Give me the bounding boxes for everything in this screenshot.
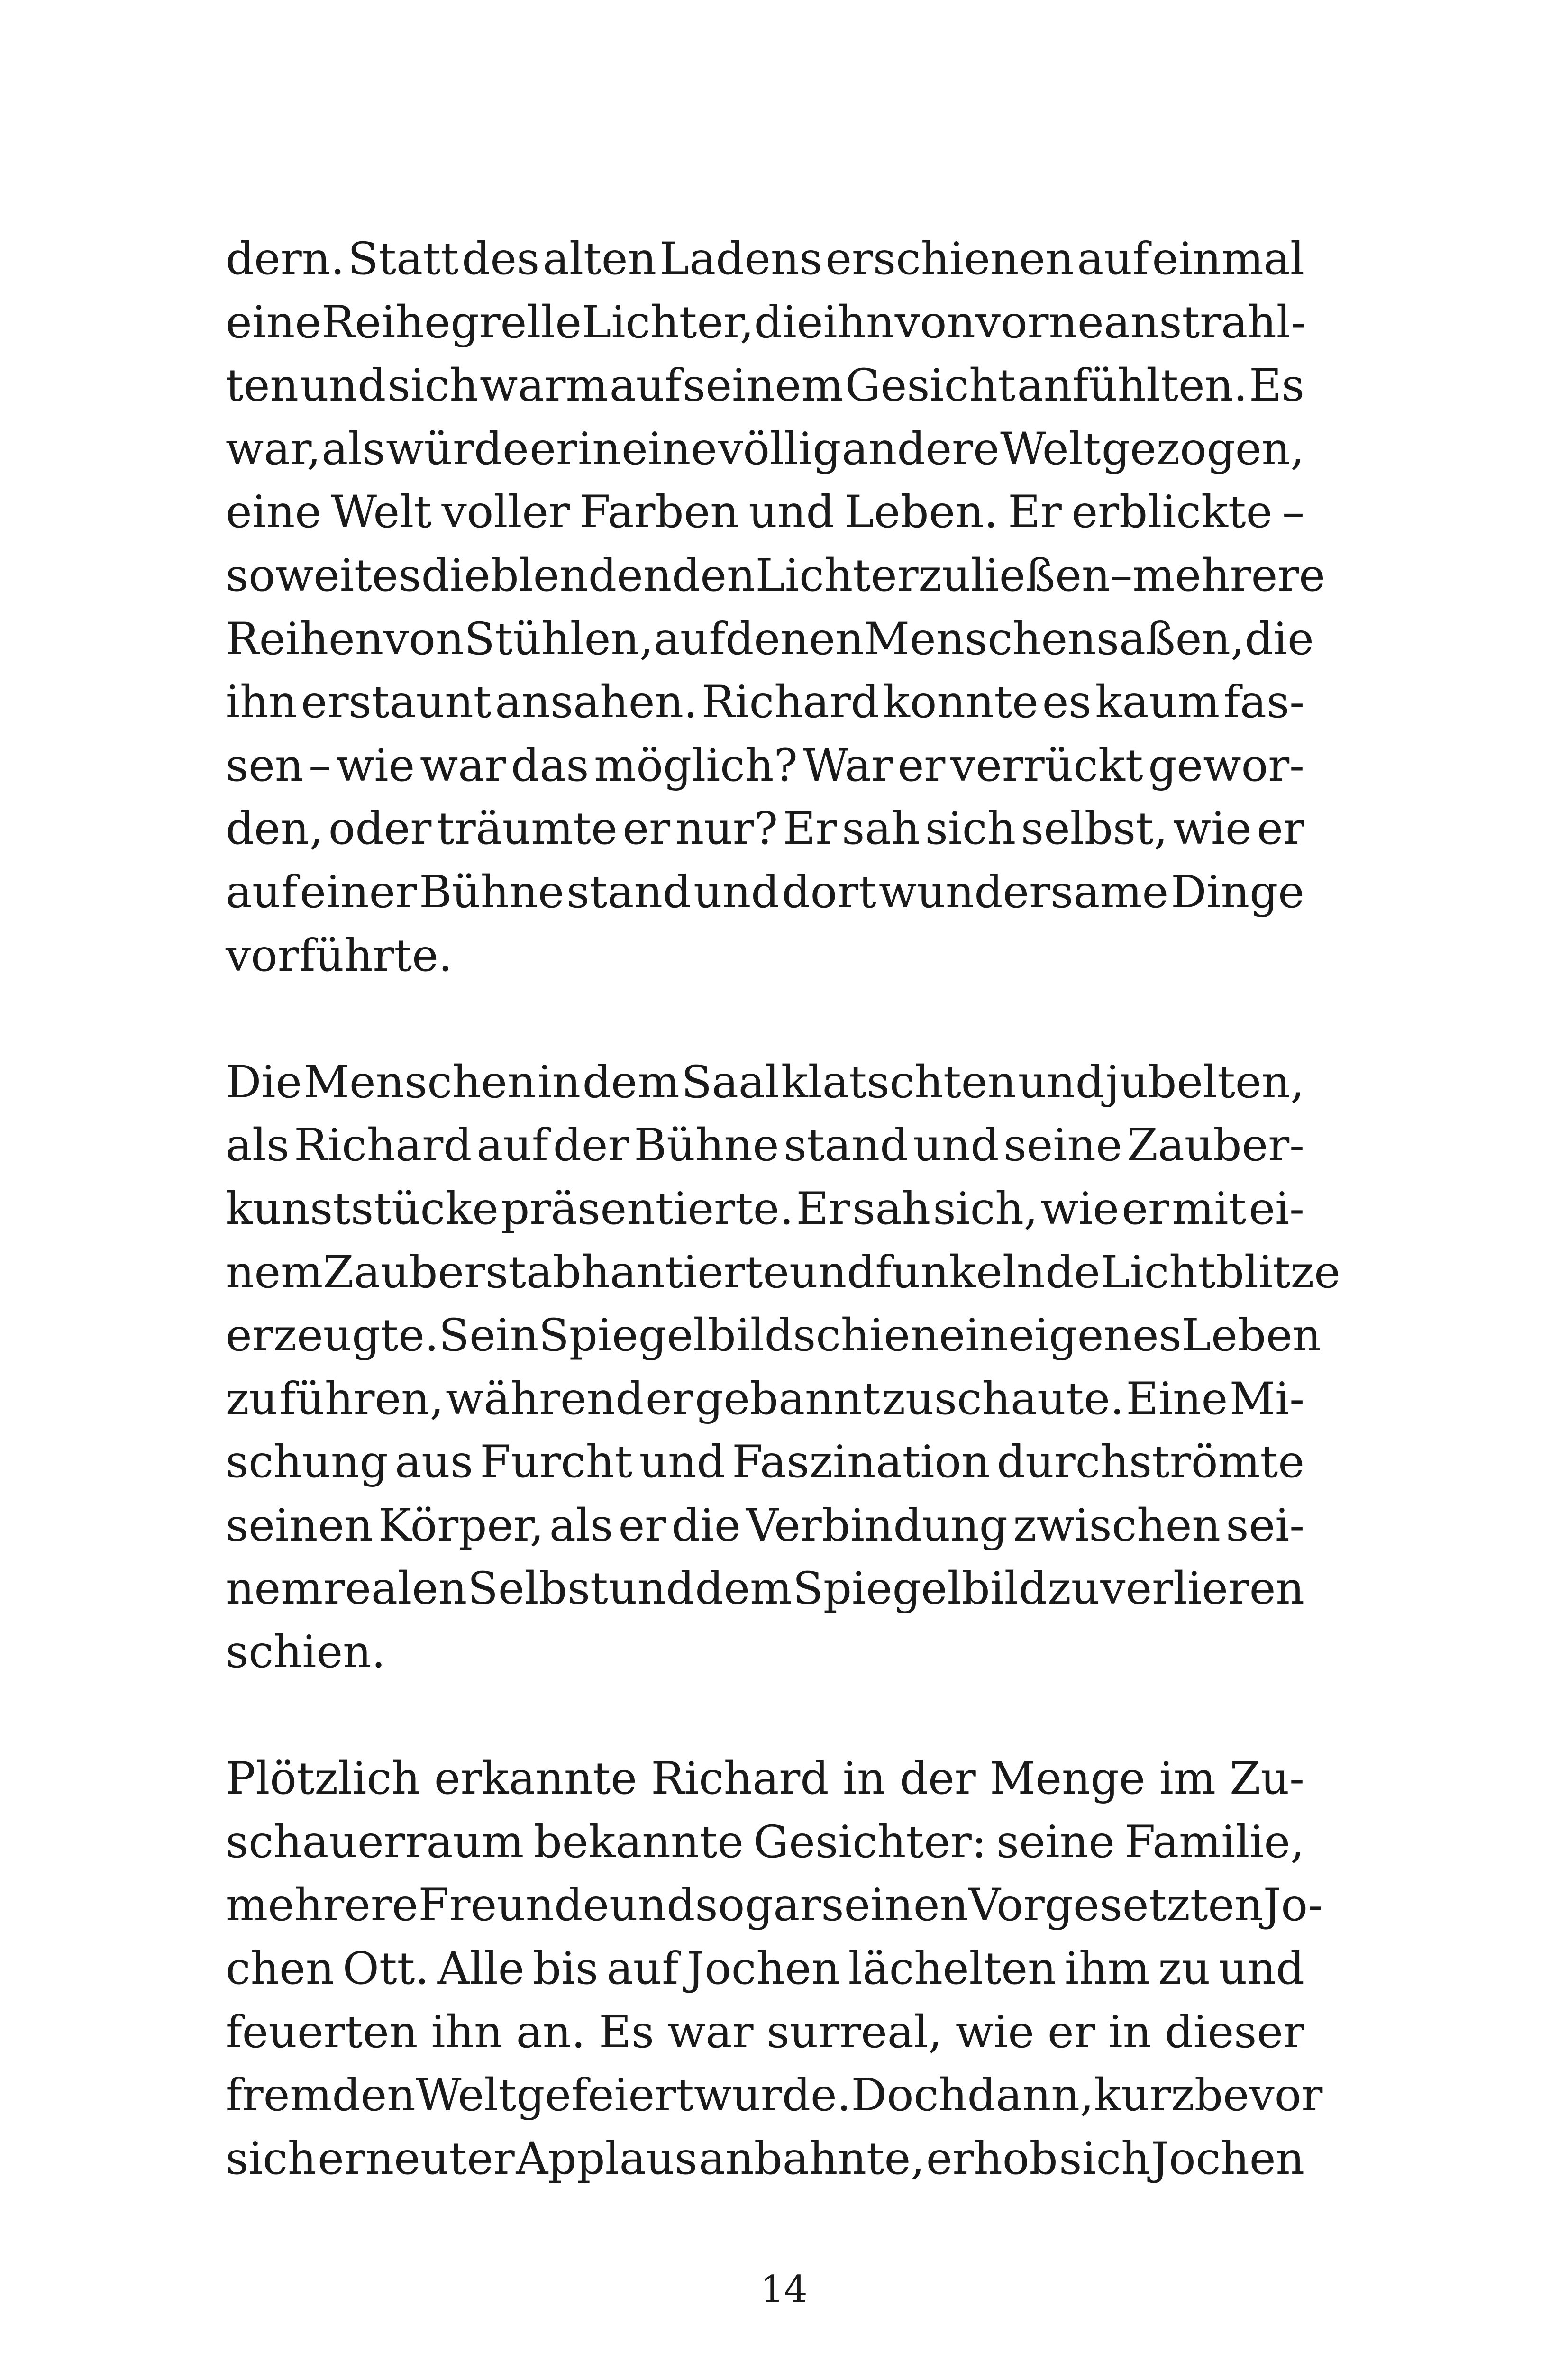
text-line: schauerraum bekannte Gesichter: seine Familie,: [226, 1816, 1304, 1868]
text-line: dern. Statt des alten Ladens erschienen auf einmal: [226, 233, 1304, 285]
page-number: 14: [760, 2268, 808, 2311]
text-line: zu führen, während er gebannt zuschaute. Eine Mi-: [226, 1373, 1304, 1425]
text-line: erzeugte. Sein Spiegelbild schien ein eigenes Leben: [226, 1310, 1322, 1362]
text-line: eine Welt voller Farben und Leben. Er erblickte –: [226, 486, 1304, 538]
text-line: kunststücke präsentierte. Er sah sich, wie er mit ei-: [226, 1183, 1304, 1235]
text-line: mehrere Freunde und sogar seinen Vorgesetzten Jo-: [226, 1879, 1323, 1932]
text-line: soweit es die blendenden Lichter zuließen – mehrere: [226, 549, 1325, 602]
text-line: sen – wie war das möglich? War er verrückt gewor-: [226, 739, 1304, 792]
text-line: fremden Welt gefeiert wurde. Doch dann, kurz bevor: [226, 2069, 1323, 2122]
text-line: ihn erstaunt ansahen. Richard konnte es kaum fas-: [226, 676, 1304, 729]
text-line: sich erneuter Applaus anbahnte, erhob sich Jochen: [226, 2133, 1304, 2185]
text-line: auf einer Bühne stand und dort wundersame Dinge: [226, 866, 1304, 918]
text-line: eine Reihe grelle Lichter, die ihn von vorne anstrahl-: [226, 296, 1306, 348]
paragraph-spacer: [226, 1684, 1304, 1748]
text-line: seinen Körper, als er die Verbindung zwischen sei-: [226, 1499, 1304, 1551]
paragraph: [226, 1747, 1323, 2190]
paragraph: [226, 1051, 1340, 1684]
text-line: nem realen Selbst und dem Spiegelbild zu verlieren: [226, 1563, 1304, 1615]
text-line: Die Menschen in dem Saal klatschten und jubelten,: [226, 1056, 1304, 1108]
text-line: chen Ott. Alle bis auf Jochen lächelten ihm zu und: [226, 1943, 1304, 1995]
text-line: vorführte.: [226, 930, 453, 982]
text-line: ten und sich warm auf seinem Gesicht anfühlten. Es: [226, 360, 1304, 412]
text-line: feuerten ihn an. Es war surreal, wie er in dieser: [226, 2006, 1304, 2058]
text-line: Plötzlich erkannte Richard in der Menge im Zu-: [226, 1753, 1304, 1805]
text-line: schung aus Furcht und Faszination durchströmte: [226, 1436, 1304, 1488]
text-line: schien.: [226, 1626, 386, 1678]
text-line: war, als würde er in eine völlig andere Welt gezogen,: [226, 423, 1304, 475]
text-line: den, oder träumte er nur? Er sah sich selbst, wie er: [226, 803, 1304, 855]
paragraph-spacer: [226, 987, 1304, 1051]
paragraph: [226, 228, 1325, 987]
text-line: als Richard auf der Bühne stand und seine Zauber-: [226, 1120, 1304, 1172]
text-line: Reihen von Stühlen, auf denen Menschen saßen, die: [226, 613, 1314, 665]
text-line: nem Zauberstab hantierte und funkelnde Lichtblitze: [226, 1246, 1340, 1298]
body-text: [226, 228, 1340, 2190]
